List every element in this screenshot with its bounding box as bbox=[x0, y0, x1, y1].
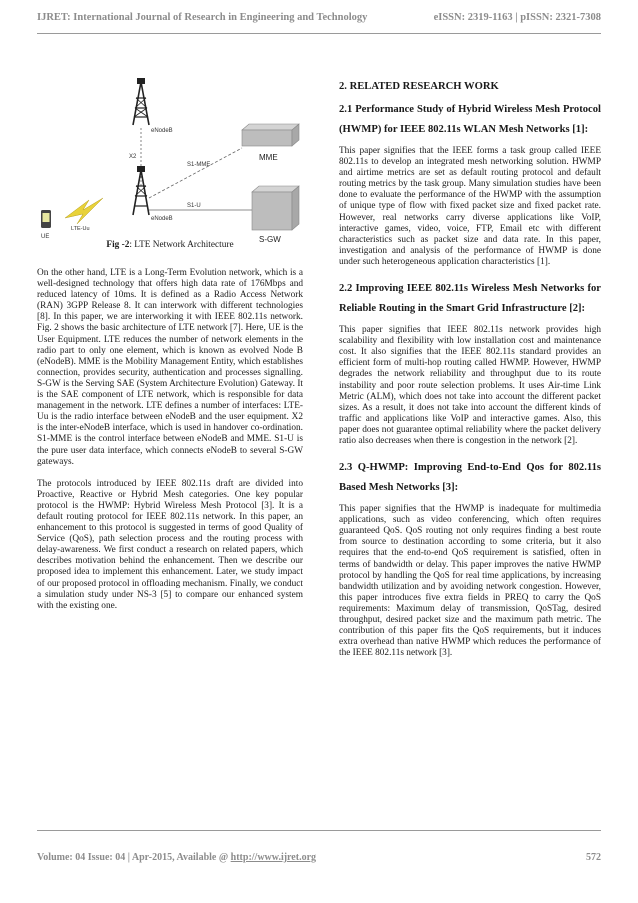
page-header bbox=[37, 12, 601, 32]
section-heading-related-work: 2. RELATED RESEARCH WORK bbox=[339, 81, 499, 92]
page-number: 572 bbox=[586, 852, 601, 863]
x2-label: X2 bbox=[129, 154, 137, 160]
paragraph-protocols: The protocols introduced by IEEE 802.11s draft are divided into Proactive, Reactive or Hybrid Mesh categories. One key popular protocol is the HWMP: Hybrid Wireless Mesh Protocol [3]. It is a default routing protocol for IEEE 802.11s network. In this paper, an enhancement to this protocol is suggested in terms of good Quality of Service (QoS), path selection process and the routing process with delay-awareness. We first conduct a research on related papers, which describes motivation behind the enhancement. Then we describe our proposed idea to implement this enhancement. Later, we study impact of our proposed protocol in offloading mechanism. Finally, we conduct a simulation study under NS-3 [5] to compare our enhanced system with the existing one. bbox=[37, 478, 303, 611]
right-column bbox=[339, 80, 601, 670]
ue-phone-icon bbox=[41, 210, 51, 228]
s1-u-label: S1-U bbox=[187, 203, 201, 209]
footer-volume-text: Volume: 04 Issue: 04 | Apr-2015, Available @ bbox=[37, 852, 231, 863]
journal-url-link[interactable]: http://www.ijret.org bbox=[230, 852, 317, 863]
mme-server-icon bbox=[242, 124, 299, 146]
enodeb-bottom-tower-icon bbox=[133, 166, 149, 215]
figure-caption bbox=[37, 240, 303, 250]
lte-uu-label: LTE-Uu bbox=[71, 226, 90, 232]
enodeb-top-tower-icon bbox=[133, 78, 149, 125]
paragraph-2-3: This paper signifies that the HWMP is inadequate for multimedia applications, such as video conferencing, which often requires guaranteed QoS. QoS routing not only requires finding a best route from source to destination according to some criteria, but it also requires that the end-to-end QoS requirement is satisfied, often in terms of bandwidth or delay. This paper improves the native HWMP protocol by handling the QoS for real time applications, by increasing bandwidth utilization and by avoiding network congestion. However, this paper introduces five extra fields in PREQ to carry the QoS requirements: Maximum delay of transmission, QoSTag, desired throughput, desired packet size and the maximum path metric. The contribution of this paper fits the QoS requirements, but it induces extra overhead than native HWMP which reduces the performance of the IEEE 802.11s network [3]. bbox=[339, 504, 601, 659]
lightning-icon bbox=[65, 198, 103, 224]
figure-caption-text: : LTE Network Architecture bbox=[129, 240, 234, 250]
paragraph-2-1: This paper signifies that the IEEE forms a task group called IEEE 802.11s to develop an integrated mesh networking solution. HWMP and airtime metrics are set as default routing protocol and default routing metrics by the task group. Many simulation studies have been done to evaluate the performance of the HWMP with the assumption of unique type of flow with fixed packet size and fixed packet rate. However, real networks carry diverse applications like VoIP, interactive games, video, voice, FTP, Email etc with different characteristics such as packet size and data rate. In this paper, investigation and analysis of the performance of HWMP is done under such heterogeneous application characteristics [1]. bbox=[339, 146, 601, 267]
enodeb-bottom-label: eNodeB bbox=[151, 216, 173, 222]
subsection-heading-2-3: 2.3 Q-HWMP: Improving End-to-End Qos for 802.11s Based Mesh Networks [3]: bbox=[339, 462, 601, 494]
sgw-label: S-GW bbox=[259, 235, 281, 244]
paragraph-lte: On the other hand, LTE is a Long-Term Evolution network, which is a well-designed technology that offers high data rate of 176Mbps and reduced latency of 10ms. It is defined as a Radio Access Network (RAN) 3GPP Release 8. It can interwork with different technologies [8]. In this paper, we are interworking it with IEEE 802.11s network. Fig. 2 shows the basic architecture of LTE network [7]. Here, UE is the User Equipment. LTE reduces the number of network elements in the radio part to only one element, which is known as evolved Node B (eNodeB). MME is the Mobility Management Entity, which establishes connection, provides security, authentication and processes signalling. S-GW is the Serving SAE (System Architecture Evolution) Gateway. It is the SAE component of LTE network, which is responsible for data management in the network. LTE defines a number of interfaces: LTE-Uu is the radio interface between eNodeB and the user equipment. X2 is the inter-eNodeB interface, which is used in handover co-ordination. S1-MME is the control interface between eNodeB and MME. S1-U is the pure user data interface, which connects eNodeB to several S-GW gateways. bbox=[37, 268, 303, 467]
subsection-heading-2-1: 2.1 Performance Study of Hybrid Wireless Mesh Protocol (HWMP) for IEEE 802.11s WLAN Mesh Networks [1]: bbox=[339, 104, 601, 135]
subsection-heading-2-2: 2.2 Improving IEEE 802.11s Wireless Mesh Networks for Reliable Routing in the Smart Grid Infrastructure [2]: bbox=[339, 283, 601, 315]
mme-label: MME bbox=[259, 153, 278, 162]
header-rule bbox=[37, 33, 601, 34]
lte-architecture-figure bbox=[37, 70, 303, 255]
left-column bbox=[37, 268, 303, 623]
paragraph-2-2: This paper signifies that IEEE 802.11s network provides high scalability and flexibility with low installation cost and maintenance cost. It also signifies that the IEEE 802.11s standard provides an efficient form of multi-hop routing called HWMP. However, HWMP degrades the network reliability and throughput due to its route instability and poor route selection problems. It uses Air-time Link Metric (ALM), which does not take into account the different packet sizes. As a result, it does not take into account the different kinds of traffic and applications like VoIP and interactive games. Also, this paper does not guarantee optimal reliability where the packet delivery ratio also decreases when there is congestion in the network [2]. bbox=[339, 325, 601, 446]
ue-label: UE bbox=[41, 234, 50, 240]
s1-mme-label: S1-MME bbox=[187, 162, 211, 168]
footer-rule bbox=[37, 830, 601, 831]
enodeb-top-label: eNodeB bbox=[151, 128, 173, 134]
sgw-server-icon bbox=[252, 186, 299, 230]
page-footer bbox=[37, 852, 601, 868]
journal-title: IJRET: International Journal of Research in Engineering and Technology bbox=[37, 12, 368, 23]
figure-caption-label: Fig -2 bbox=[106, 240, 130, 250]
footer-volume bbox=[37, 852, 316, 863]
issn-label: eISSN: 2319-1163 | pISSN: 2321-7308 bbox=[433, 12, 601, 23]
